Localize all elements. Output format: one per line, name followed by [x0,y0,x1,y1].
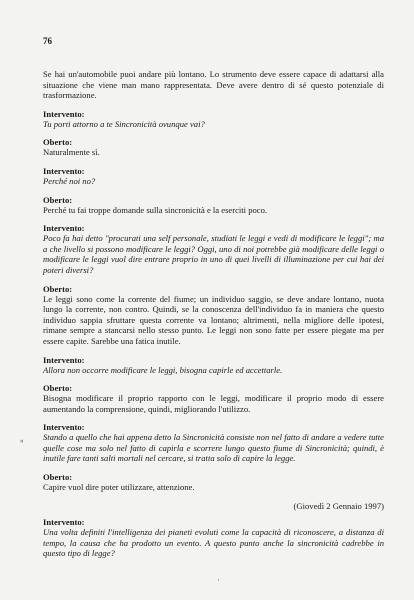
paragraph-text: Poco fa hai detto "procurati una self personale, studiati le leggi e vedi di modificare le leggi"; ma a che livello si possono modificare le leggi? Oggi, uno di noi potrebbe già modificare delle leggi o modificare le leggi vuol dire entrare proprio in uno di quei livelli di illuminazione per cui hai dei poteri diversi? [43,233,384,275]
speaker-label: Intervento: [43,223,85,234]
content-blocks [43,69,384,559]
speaker-label: Intervento: [43,422,85,433]
intervento-block [43,517,384,559]
paragraph-text: Una volta definiti l'intelligenza dei pianeti evoluti come la capacità di riconoscere, a distanza di tempo, la causa che ha prodotto un evento. A questo punto anche la sincronicità cadrebbe in questo tipo di legge? [43,527,384,559]
speaker-label: Intervento: [43,165,85,176]
date-line: (Giovedì 2 Gennaio 1997) [293,500,384,511]
paragraph-text: Se hai un'automobile puoi andare più lontano. Lo strumento deve essere capace di adattarsi alla situazione che viene man mano rappresentata. Deve avere dentro di sé questo potenziale di trasformazione. [43,69,384,101]
paragraph-text: Stando a quello che hai appena detto la Sincronicità consiste non nel fatto di andare a vedere tutte quelle cose ma solo nel fatto di capirla e scorrere lungo questo fiume di Sincronicità; quindi, è inutile fare tanti salti mortali nel cercare, si tratta solo di capire la legge. [43,432,384,464]
paragraph-text: Capire vuol dire poter utilizzare, attenzione. [43,482,195,493]
page-number: 76 [43,36,52,46]
intervento-block [43,109,384,130]
speaker-label: Oberto: [43,194,73,205]
oberto-block [43,195,384,216]
oberto-block [43,284,384,347]
paragraph-block [43,69,384,101]
paragraph-text: Allora non occorre modificare le leggi, bisogna capirle ed accettarle. [43,364,283,375]
speaker-label: Oberto: [43,137,73,148]
paragraph-text: Bisogna modificare il proprio rapporto con le leggi, modificare il proprio modo di essere aumentando la comprensione, quindi, migliorando l'utilizzo. [43,393,384,414]
intervento-block [43,355,384,376]
oberto-block [43,383,384,414]
paragraph-text: Perché tu fai troppe domande sulla sincronicità e la eserciti poco. [43,204,268,215]
oberto-block [43,472,384,493]
speaker-label: Intervento: [43,517,85,528]
intervento-block [43,166,384,187]
speaker-label: Oberto: [43,283,73,294]
speaker-label: Oberto: [43,383,73,394]
oberto-block [43,137,384,158]
paragraph-text: Perché noi no? [43,175,96,186]
margin-mark: « [20,437,24,445]
bottom-mark: ' [218,578,220,586]
speaker-label: Oberto: [43,472,73,483]
intervento-block [43,223,384,275]
paragraph-text: Naturalmente sì. [43,147,100,158]
paragraph-text: Le leggi sono come la corrente del fiume; un individuo saggio, se deve andare lontano, nuota lungo la corrente, non contro. Quindi, se la conoscenza dell'individuo fa in maniera che questo individuo sappia sfruttare questa corrente va lontano; altrimenti, nella migliore delle ipotesi, rimane sempre a stancarsi nello stesso punto. Le leggi non sono fatte per essere piegate ma per essere capite. Sarebbe una fatica inutile. [43,293,384,346]
speaker-label: Intervento: [43,108,85,119]
intervento-block [43,422,384,464]
document-page [43,36,384,567]
paragraph-text: Tu porti attorno a te Sincronicità ovunque vai? [43,118,205,129]
speaker-label: Intervento: [43,354,85,365]
